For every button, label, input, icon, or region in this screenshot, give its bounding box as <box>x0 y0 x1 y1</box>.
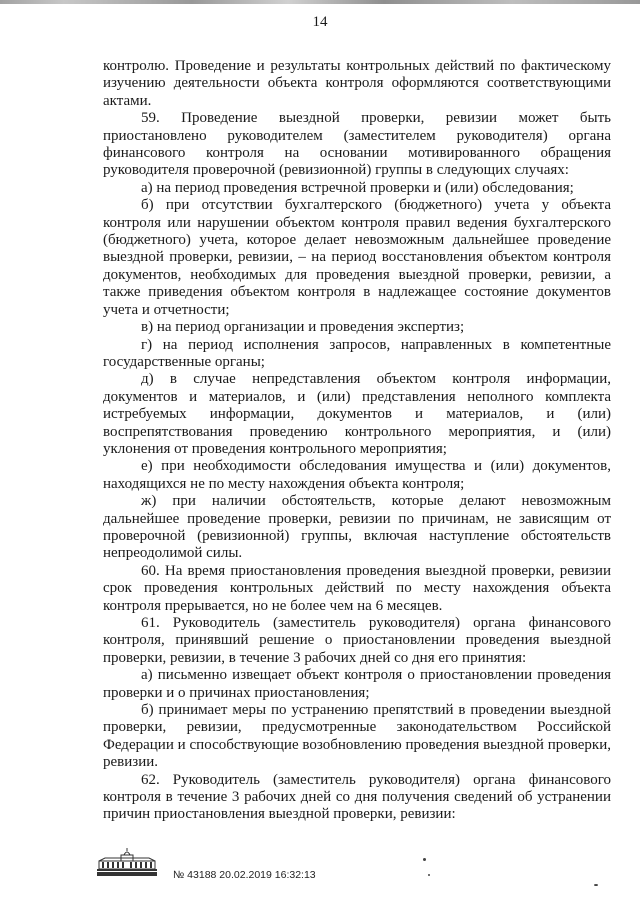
scan-speck <box>594 884 598 886</box>
paragraph: е) при необходимости обследования имущества и (или) документов, находящихся не по месту нахождения объекта контроля; <box>103 458 611 492</box>
paragraph: а) на период проведения встречной проверки и (или) обследования; <box>141 179 574 196</box>
scan-speck <box>423 858 426 861</box>
paragraph: 59. Проведение выездной проверки, ревизии может быть приостановлено руководителем (заместителем руководителя) органа финансового контроля на основании мотивированного обращения руководителя проверочной (ревизионной) группы в следующих случаях: <box>103 110 611 179</box>
paragraph: ж) при наличии обстоятельств, которые делают невозможным дальнейшее проведение проверки, ревизии по причинам, не зависящим от проверочной (ревизионной) группы, включая наступление обстоятельств непреодолимой силы. <box>103 493 611 562</box>
paragraph: 62. Руководитель (заместитель руководителя) органа финансового контроля в течение 3 рабочих дней со дня получения сведений об устранении причин приостановления выездной проверки, ревизии: <box>103 771 611 823</box>
scan-top-edge <box>0 0 640 4</box>
paragraph: г) на период исполнения запросов, направленных в компетентные государственные органы; <box>103 336 611 370</box>
document-body <box>103 58 611 824</box>
paragraph: 60. На время приостановления проведения выездной проверки, ревизии срок проведения контрольных действий по месту нахождения объекта контроля прерывается, но не более чем на 6 месяцев. <box>103 562 611 614</box>
paragraph: 61. Руководитель (заместитель руководителя) органа финансового контроля, принявший решение о приостановлении проведения выездной проверки, ревизии, в течение 3 рабочих дней со дня его принятия: <box>103 615 611 666</box>
paragraph: а) письменно извещает объект контроля о приостановлении проведения проверки и о причинах приостановления; <box>103 667 611 701</box>
paragraph: б) принимает меры по устранению препятствий в проведении выездной проверки, ревизии, предусмотренные законодательством Российской Федерации и способствующие возобновлению проведения выездной проверки, ревизии. <box>103 702 611 771</box>
document-registration-stamp: № 43188 20.02.2019 16:32:13 <box>173 869 316 881</box>
paragraph: контролю. Проведение и результаты контрольных действий по фактическому изучению деятельности объекта контроля оформляются соответствующими актами. <box>103 58 611 109</box>
scan-speck <box>428 874 430 876</box>
paragraph: д) в случае непредставления объектом контроля информации, документов и материалов, и (или) представления неполного комплекта истребуемых информации, документов и материалов, и (или) воспрепятствования проведению контрольного мероприятия, и (или) уклонения от проведения контрольного мероприятия; <box>103 371 611 457</box>
paragraph: б) при отсутствии бухгалтерского (бюджетного) учета у объекта контроля или нарушении объектом контроля правил ведения бухгалтерского (бюджетного) учета, которое делает невозможным дальнейшее проведение выездной проверки, ревизии, – на период восстановления объектом контроля документов, необходимых для проведения выездной проверки, ревизии, а также приведения объектом контроля в надлежащее состояние документов учета и отчетности; <box>103 197 611 318</box>
page-number: 14 <box>312 14 328 30</box>
document-footer <box>95 847 615 887</box>
kremlin-building-logo-icon <box>95 847 159 877</box>
paragraph: в) на период организации и проведения экспертиз; <box>141 319 465 336</box>
